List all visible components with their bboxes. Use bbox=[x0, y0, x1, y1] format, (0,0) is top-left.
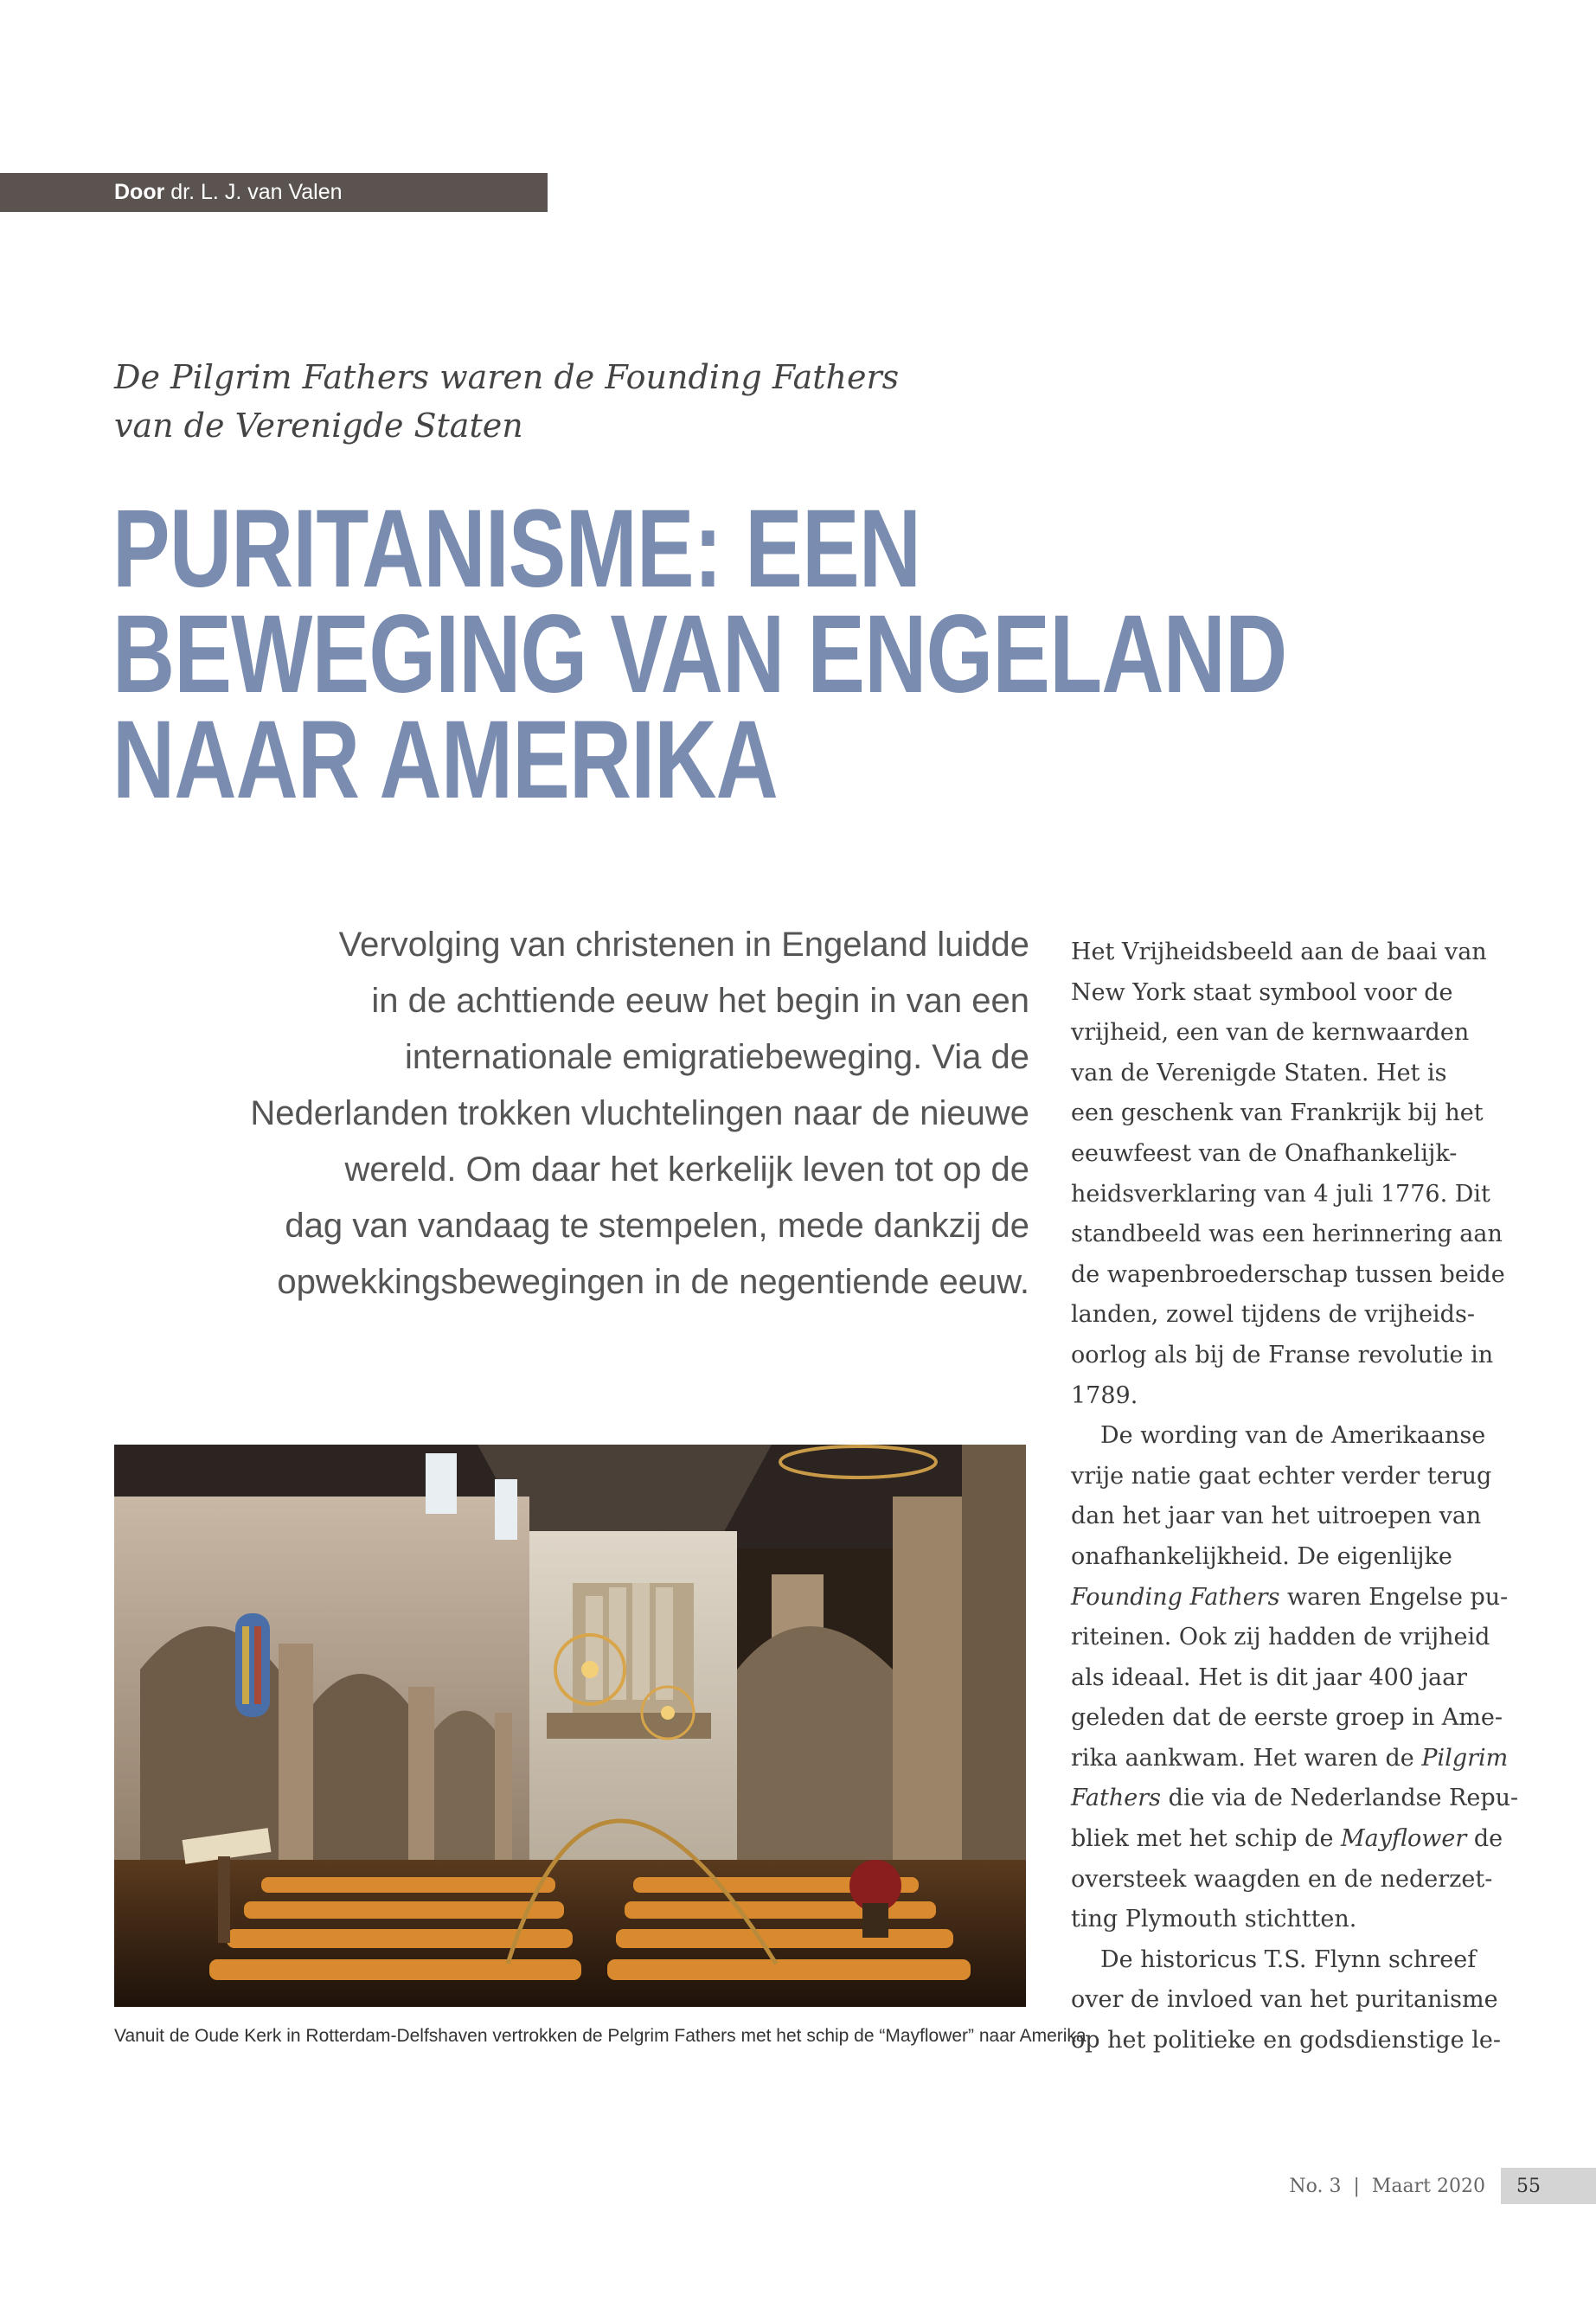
body-line bbox=[1071, 1779, 1521, 1819]
lead-line: opwekkingsbewegingen in de negentiende eeuw. bbox=[277, 1263, 1029, 1301]
body-text: waren Engelse pu- bbox=[1279, 1583, 1509, 1611]
lead-line: in de achttiende eeuw het begin in van een bbox=[371, 982, 1029, 1020]
body-line: geleden dat de eerste groep in Ame- bbox=[1071, 1704, 1503, 1732]
body-text: die via de Nederlandse Repu- bbox=[1160, 1785, 1519, 1812]
byline-author: dr. L. J. van Valen bbox=[170, 180, 343, 204]
body-line: de wapenbroederschap tussen beide bbox=[1071, 1260, 1505, 1288]
headline-line: NAAR AMERIKA bbox=[112, 698, 778, 822]
body-line: heidsverklaring van 4 juli 1776. Dit bbox=[1071, 1180, 1490, 1208]
body-line bbox=[1071, 1819, 1521, 1860]
lead-line: wereld. Om daar het kerkelijk leven tot op de bbox=[344, 1150, 1029, 1189]
body-text: rika aankwam. Het waren de bbox=[1071, 1744, 1422, 1772]
headline-line: PURITANISME: EEN bbox=[112, 487, 921, 611]
kicker-line: De Pilgrim Fathers waren de Founding Fathers bbox=[114, 358, 900, 396]
body-line: De wording van de Amerikaanse bbox=[1100, 1422, 1486, 1450]
lead-line: Nederlanden trokken vluchtelingen naar de nieuwe bbox=[250, 1094, 1029, 1132]
italic-term: Founding Fathers bbox=[1071, 1583, 1280, 1611]
headline bbox=[112, 487, 1287, 822]
italic-term: Pilgrim bbox=[1421, 1744, 1509, 1772]
kicker bbox=[114, 353, 1066, 450]
photo-caption: Vanuit de Oude Kerk in Rotterdam-Delfshaven vertrokken de Pelgrim Fathers met het schip de “Mayflower” naar Amerika bbox=[114, 2026, 1086, 2046]
body-line: vrije natie gaat echter verder terug bbox=[1071, 1462, 1492, 1490]
byline-prefix: Door bbox=[114, 180, 165, 204]
body-line: riteinen. Ook zij hadden de vrijheid bbox=[1071, 1624, 1490, 1651]
body-line: van de Verenigde Staten. Het is bbox=[1071, 1059, 1447, 1086]
body-line: vrijheid, een van de kernwaarden bbox=[1071, 1019, 1470, 1047]
body-line: oorlog als bij de Franse revolutie in bbox=[1071, 1341, 1494, 1368]
body-line: ting Plymouth stichtten. bbox=[1071, 1906, 1357, 1933]
body-line: dan het jaar van het uitroepen van bbox=[1071, 1503, 1482, 1530]
body-line bbox=[1071, 1578, 1521, 1618]
body-line: Het Vrijheidsbeeld aan de baai van bbox=[1071, 939, 1487, 965]
body-line: onafhankelijkheid. De eigenlijke bbox=[1071, 1542, 1452, 1570]
body-text: de bbox=[1466, 1825, 1503, 1853]
byline-bar bbox=[0, 173, 548, 212]
italic-term: Mayflower bbox=[1341, 1825, 1467, 1853]
lead-line: Vervolging van christenen in Engeland luidde bbox=[338, 926, 1029, 964]
page-number: 55 bbox=[1501, 2168, 1596, 2204]
kicker-line: van de Verenigde Staten bbox=[114, 407, 523, 445]
issue-label: No. 3 | Maart 2020 bbox=[1289, 2175, 1485, 2197]
body-column bbox=[1071, 933, 1521, 2061]
body-text: bliek met het schip de bbox=[1071, 1825, 1342, 1853]
body-line: als ideaal. Het is dit jaar 400 jaar bbox=[1071, 1663, 1468, 1691]
body-line: een geschenk van Frankrijk bij het bbox=[1071, 1099, 1484, 1127]
body-line: 1789. bbox=[1071, 1381, 1138, 1409]
body-line: over de invloed van het puritanisme bbox=[1071, 1986, 1498, 2014]
body-line: standbeeld was een herinnering aan bbox=[1071, 1221, 1503, 1248]
lead-line: dag van vandaag te stempelen, mede dankzij de bbox=[285, 1207, 1029, 1245]
body-line: oversteek waagden en de nederzet- bbox=[1071, 1865, 1493, 1893]
body-line: New York staat symbool voor de bbox=[1071, 978, 1453, 1006]
lead-paragraph bbox=[242, 917, 1029, 1311]
headline-line: BEWEGING VAN ENGELAND bbox=[112, 593, 1287, 716]
church-interior-photo bbox=[114, 1445, 1026, 2007]
body-line: eeuwfeest van de Onafhankelijk- bbox=[1071, 1139, 1458, 1167]
page-footer bbox=[1289, 2168, 1596, 2204]
body-line: op het politieke en godsdienstige le- bbox=[1071, 2027, 1501, 2054]
italic-term: Fathers bbox=[1071, 1785, 1161, 1812]
body-line: landen, zowel tijdens de vrijheids- bbox=[1071, 1301, 1475, 1329]
body-line: De historicus T.S. Flynn schreef bbox=[1100, 1945, 1477, 1973]
body-line bbox=[1071, 1739, 1521, 1779]
lead-line: internationale emigratiebeweging. Via de bbox=[405, 1038, 1029, 1076]
